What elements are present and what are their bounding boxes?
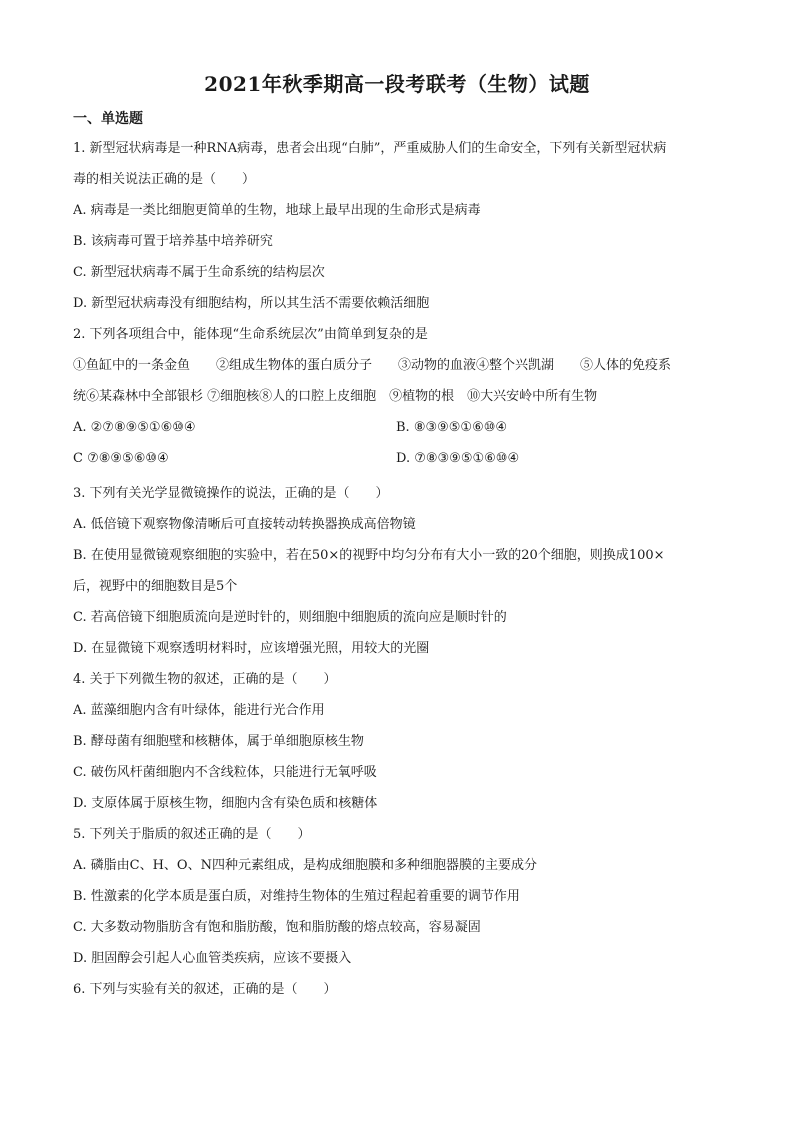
- option-a: A. 磷脂由C、H、O、N四种元素组成，是构成细胞膜和多种细胞器膜的主要成分: [73, 858, 537, 873]
- option-b: B. ⑧③⑨⑤①⑥⑩④: [396, 420, 508, 435]
- section-heading: 一、单选题: [73, 111, 143, 127]
- option-d: D. ⑦⑧③⑨⑤①⑥⑩④: [396, 451, 520, 466]
- option-d: D. 在显微镜下观察透明材料时，应该增强光照，用较大的光圈: [73, 641, 430, 656]
- option-b: B. 性激素的化学本质是蛋白质，对维持生物体的生殖过程起着重要的调节作用: [73, 889, 520, 904]
- option-b: B. 酵母菌有细胞壁和核糖体，属于单细胞原核生物: [73, 734, 364, 749]
- question-stem: 毒的相关说法正确的是（ ）: [73, 172, 256, 187]
- option-c: C. 大多数动物脂肪含有饱和脂肪酸，饱和脂肪酸的熔点较高，容易凝固: [73, 920, 481, 935]
- option-a: A. 低倍镜下观察物像清晰后可直接转动转换器换成高倍物镜: [73, 517, 416, 532]
- option-c: C. 破伤风杆菌细胞内不含线粒体，只能进行无氧呼吸: [73, 765, 377, 780]
- question-stem: 2. 下列各项组合中，能体现“生命系统层次”由简单到复杂的是: [73, 327, 428, 342]
- question-list: [73, 138, 728, 1010]
- option-b-continued: 后，视野中的细胞数目是5个: [73, 579, 238, 594]
- option-a: A. 病毒是一类比细胞更简单的生物，地球上最早出现的生命形式是病毒: [73, 203, 481, 218]
- question-stem: 6. 下列与实验有关的叙述，正确的是（ ）: [73, 982, 337, 997]
- option-row: [73, 448, 728, 479]
- question-items: ①鱼缸中的一条金鱼 ②组成生物体的蛋白质分子 ③动物的血液④整个兴凯湖 ⑤人体的免疫系: [73, 358, 672, 373]
- option-a: A. ②⑦⑧⑨⑤①⑥⑩④: [73, 420, 196, 435]
- option-d: D. 新型冠状病毒没有细胞结构，所以其生活不需要依赖活细胞: [73, 296, 430, 311]
- question-stem: 4. 关于下列微生物的叙述，正确的是（ ）: [73, 672, 337, 687]
- option-d: D. 胆固醇会引起人心血管类疾病，应该不要摄入: [73, 951, 352, 966]
- question-stem: 3. 下列有关光学显微镜操作的说法，正确的是（ ）: [73, 486, 389, 501]
- question-items: 统⑥某森林中全部银杉 ⑦细胞核⑧人的口腔上皮细胞 ⑨植物的根 ⑩大兴安岭中所有生物: [73, 389, 598, 404]
- option-d: D. 支原体属于原核生物，细胞内含有染色质和核糖体: [73, 796, 378, 811]
- question-stem: 5. 下列关于脂质的叙述正确的是（ ）: [73, 827, 311, 842]
- option-row: [73, 417, 728, 448]
- question-stem: 1. 新型冠状病毒是一种RNA病毒，患者会出现“白肺”，严重威胁人们的生命安全，下列有关新型冠状病: [73, 141, 667, 156]
- option-a: A. 蓝藻细胞内含有叶绿体，能进行光合作用: [73, 703, 325, 718]
- option-c: C. 新型冠状病毒不属于生命系统的结构层次: [73, 265, 325, 280]
- option-c: C ⑦⑧⑨⑤⑥⑩④: [73, 451, 169, 466]
- option-b: B. 该病毒可置于培养基中培养研究: [73, 234, 273, 249]
- option-b: B. 在使用显微镜观察细胞的实验中，若在50×的视野中均匀分布有大小一致的20个细胞，则换成100×: [73, 548, 665, 563]
- page-title: 2021年秋季期高一段考联考（生物）试题: [204, 72, 590, 96]
- option-c: C. 若高倍镜下细胞质流向是逆时针的，则细胞中细胞质的流向应是顺时针的: [73, 610, 507, 625]
